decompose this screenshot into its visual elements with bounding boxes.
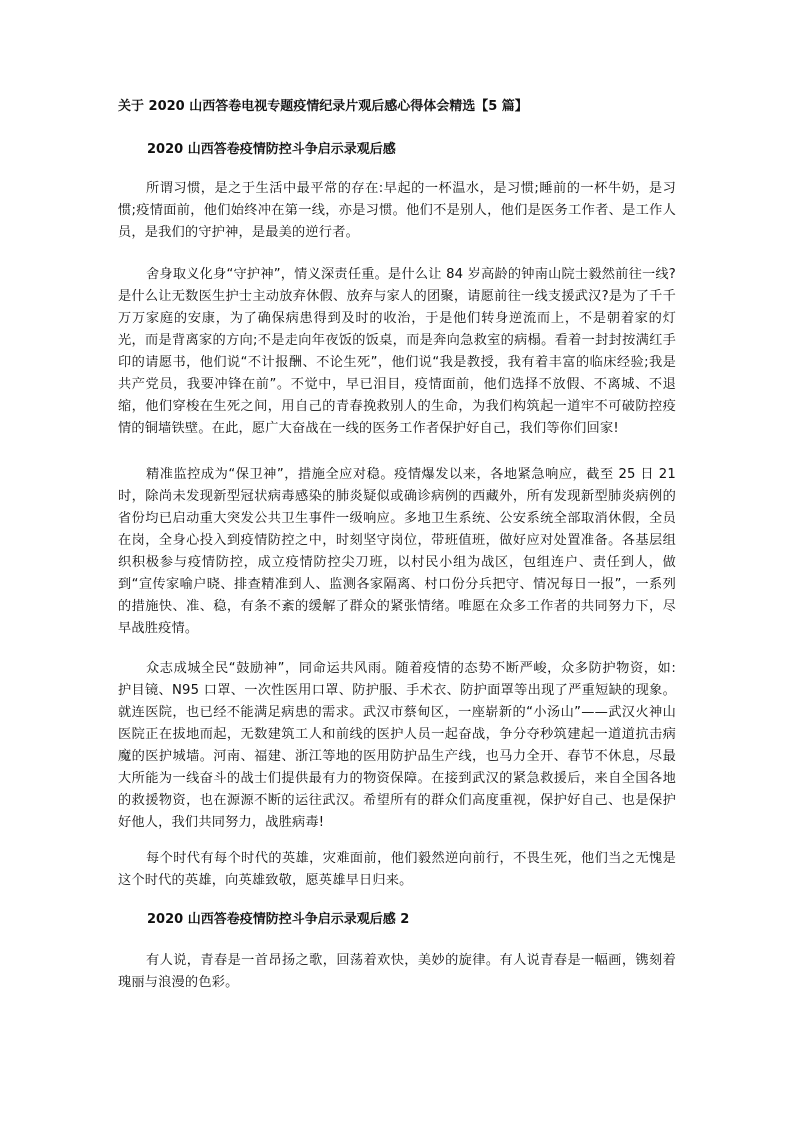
paragraph: 舍身取义化身“守护神”，情义深责任重。是什么让 84 岁高龄的钟南山院士毅然前往一线?是什么让无数医生护士主动放弃休假、放弃与家人的团聚，请愿前往一线支援武汉?是为了千千万万家庭的安康，为了确保病患得到及时的收治，于是他们转身逆流而上，不是朝着家的灯光，而是背离家的方向;不是走向年夜饭的饭桌，而是奔向急救室的病榻。看着一封封按满红手印的请愿书，他们说“不计报酬、不论生死”，他们说“我是教授，我有着丰富的临床经验;我是共产党员，我要冲锋在前”。不觉中，早已泪目，疫情面前，他们选择不放假、不离城、不退缩，他们穿梭在生死之间，用自己的青春挽救别人的生命，为我们构筑起一道牢不可破防控疫情的铜墙铁壁。在此，愿广大奋战在一线的医务工作者保护好自己，我们等你们回家! [118, 267, 676, 436]
paragraph: 所谓习惯，是之于生活中最平常的存在:早起的一杯温水，是习惯;睡前的一杯牛奶，是习惯;疫情面前，他们始终冲在第一线，亦是习惯。他们不是别人，他们是医务工作者、是工作人员，是我们的守护神，是最美的逆行者。 [118, 181, 676, 240]
paragraph: 精准监控成为“保卫神”，措施全应对稳。疫情爆发以来，各地紧急响应，截至 25 日 21 时，除尚未发现新型冠状病毒感染的肺炎疑似或确诊病例的西藏外，所有发现新型肺炎病例的省份均已启动重大突发公共卫生事件一级响应。多地卫生系统、公安系统全部取消休假，全员在岗，全身心投入到疫情防控之中，时刻坚守岗位，带班值班，做好应对处置准备。各基层组织积极参与疫情防控，成立疫情防控尖刀班，以村民小组为战区，包组连户、责任到人，做到“宣传家喻户晓、排查精准到人、监测各家隔离、村口份分兵把守、情况每日一报”，一系列的措施快、准、稳，有条不紊的缓解了群众的紧张情绪。唯愿在众多工作者的共同努力下，尽早战胜疫情。 [118, 467, 676, 636]
paragraph: 每个时代有每个时代的英雄，灾难面前，他们毅然逆向前行，不畏生死，他们当之无愧是这个时代的英雄，向英雄致敬，愿英雄早日归来。 [118, 851, 676, 888]
section-heading: 2020 山西答卷疫情防控斗争启示录观后感 [147, 142, 396, 157]
paragraph: 众志成城全民“鼓励神”，同命运共风雨。随着疫情的态势不断严峻，众多防护物资，如: 护目镜、N95 口罩、一次性医用口罩、防护服、手术衣、防护面罩等出现了严重短缺的现象。就连医院，也已经不能满足病患的需求。武汉市蔡甸区，一座崭新的“小汤山”——武汉火神山医院正在拔地而起，无数建筑工人和前线的医护人员一起奋战，争分夺秒筑建起一道道抗击病魔的医护城墙。河南、福建、浙江等地的医用防护品生产线，也马力全开、春节不休息，尽最大所能为一线奋斗的战士们提供最有力的物资保障。在接到武汉的紧急救援后，来自全国各地的救援物资，也在源源不断的运往武汉。希望所有的群众们高度重视，保护好自己、也是保护好他人，我们共同努力，战胜病毒! [118, 661, 676, 830]
section-heading: 2020 山西答卷疫情防控斗争启示录观后感 2 [147, 912, 410, 927]
document-title: 关于 2020 山西答卷电视专题疫情纪录片观后感心得体会精选【5 篇】 [118, 99, 528, 114]
paragraph: 有人说，青春是一首昂扬之歌，回荡着欢快，美妙的旋律。有人说青春是一幅画，镌刻着瑰丽与浪漫的色彩。 [118, 953, 676, 990]
